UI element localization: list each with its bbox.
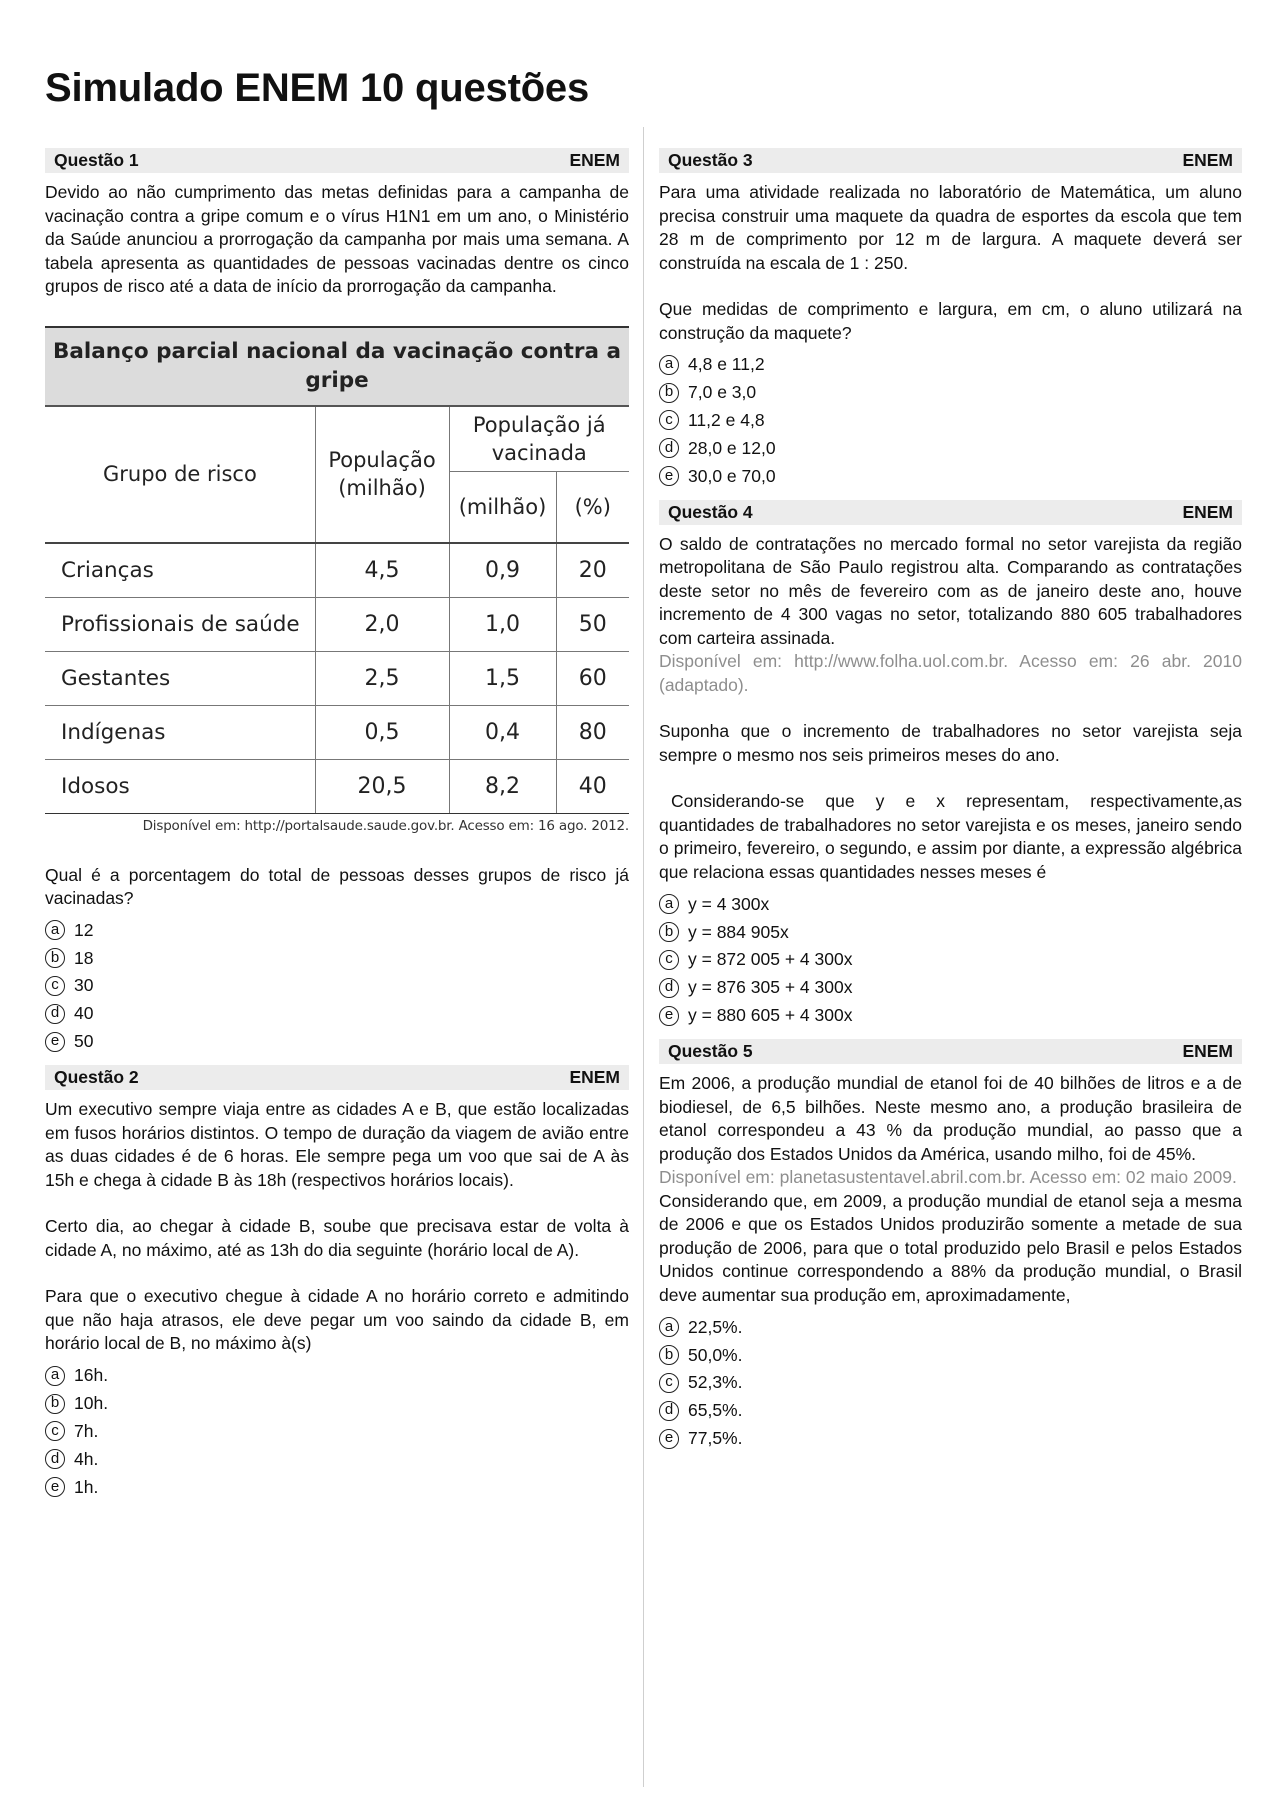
option-text: 30 — [74, 975, 94, 996]
table-row — [45, 705, 629, 759]
question-text: Um executivo sempre viaja entre as cidades A e B, que estão localizadas em fusos horários distintos. O tempo de duração da viagem de avião entre as duas cidades é de 6 horas. Ele sempre pega um voo que sai de A às 15h e chega à cidade B às 18h (respectivos horários locais). — [45, 1099, 629, 1190]
cell-population: 0,5 — [315, 705, 449, 759]
option-text: y = 4 300x — [688, 893, 770, 914]
option-letter-b: b — [659, 1345, 679, 1365]
question-1 — [45, 148, 629, 1055]
cell-population: 2,5 — [315, 651, 449, 705]
option-b[interactable] — [659, 379, 1242, 407]
cell-vaccinated: 0,4 — [449, 705, 556, 759]
option-text: 12 — [74, 919, 94, 940]
question-2 — [45, 1065, 629, 1500]
question-prompt: Considerando-se que y e x representam, respectivamente,as quantidades de trabalhadores no setor varejista e os meses, janeiro sendo o primeiro, fevereiro, o segundo, e assim por diante, a expressão algébrica que relaciona essas quantidades nesses meses é — [659, 791, 1242, 882]
option-letter-d: d — [659, 438, 679, 458]
option-d[interactable] — [45, 1000, 629, 1028]
question-header — [659, 1039, 1242, 1064]
header-group: Grupo de risco — [45, 406, 315, 543]
question-label: Questão 5 — [668, 1041, 753, 1062]
option-text: 65,5%. — [688, 1400, 743, 1421]
header-vaccinated: População já vacinada — [449, 406, 629, 472]
right-column — [659, 148, 1242, 1452]
vaccination-table-figure — [45, 326, 629, 834]
cell-population: 20,5 — [315, 759, 449, 813]
option-text: 10h. — [74, 1393, 109, 1414]
option-d[interactable] — [659, 434, 1242, 462]
option-text: y = 884 905x — [688, 921, 789, 942]
option-a[interactable] — [45, 917, 629, 945]
option-letter-c: c — [45, 976, 65, 996]
vaccination-table — [45, 326, 629, 814]
option-text: y = 876 305 + 4 300x — [688, 977, 853, 998]
question-text: O saldo de contratações no mercado formal no setor varejista da região metropolitana de São Paulo registrou alta. Comparando as contratações deste setor no mês de fevereiro com as de janeiro deste ano, houve incremento de 4 300 vagas no setor, totalizando 880 605 trabalhadores com carteira assinada. — [659, 533, 1242, 648]
cell-percent: 60 — [556, 651, 629, 705]
option-letter-c: c — [659, 410, 679, 430]
cell-percent: 20 — [556, 543, 629, 598]
citation: Disponível em: http://www.folha.uol.com.br. Acesso em: 26 abr. 2010 (adaptado). — [659, 651, 1242, 695]
left-column — [45, 148, 629, 1501]
option-letter-d: d — [45, 1449, 65, 1469]
option-d[interactable] — [659, 974, 1242, 1002]
column-divider — [643, 127, 644, 1787]
cell-vaccinated: 8,2 — [449, 759, 556, 813]
option-letter-d: d — [659, 978, 679, 998]
question-prompt: Que medidas de comprimento e largura, em cm, o aluno utilizará na construção da maquete? — [659, 299, 1242, 343]
answer-options — [45, 917, 629, 1056]
option-b[interactable] — [659, 1341, 1242, 1369]
page-title: Simulado ENEM 10 questões — [45, 66, 590, 110]
cell-percent: 40 — [556, 759, 629, 813]
option-text: 7h. — [74, 1420, 99, 1441]
answer-options — [659, 1313, 1242, 1452]
question-label: Questão 4 — [668, 501, 753, 522]
option-text: 50 — [74, 1031, 94, 1052]
option-text: 30,0 e 70,0 — [688, 465, 776, 486]
answer-options — [659, 890, 1242, 1029]
cell-group: Crianças — [45, 543, 315, 598]
cell-vaccinated: 0,9 — [449, 543, 556, 598]
option-c[interactable] — [659, 946, 1242, 974]
option-a[interactable] — [659, 1313, 1242, 1341]
question-header — [45, 148, 629, 173]
answer-options — [659, 351, 1242, 490]
question-text: Devido ao não cumprimento das metas definidas para a campanha de vacinação contra a gripe comum e o vírus H1N1 em um ano, o Ministério da Saúde anunciou a prorrogação da campanha por mais uma semana. A tabela apresenta as quantidades de pessoas vacinadas dentre os cinco grupos de risco até a data de início da prorrogação da campanha. — [45, 182, 629, 296]
cell-population: 2,0 — [315, 597, 449, 651]
question-text: Em 2006, a produção mundial de etanol foi de 40 bilhões de litros e a de biodiesel, de 6,5 bilhões. Neste mesmo ano, a produção brasileira de etanol correspondeu a 43 % da produção mundial, ao passo que a produção dos Estados Unidos da América, usando milho, foi de 45%. — [659, 1073, 1242, 1164]
table-row — [45, 543, 629, 598]
question-4 — [659, 500, 1242, 1029]
question-header — [659, 500, 1242, 525]
question-header — [659, 148, 1242, 173]
option-c[interactable] — [45, 1418, 629, 1446]
option-letter-a: a — [659, 894, 679, 914]
answer-options — [45, 1362, 629, 1501]
citation: Disponível em: planetasustentavel.abril.com.br. Acesso em: 02 maio 2009. — [659, 1167, 1237, 1188]
option-letter-e: e — [659, 1006, 679, 1026]
option-e[interactable] — [45, 1028, 629, 1056]
cell-vaccinated: 1,5 — [449, 651, 556, 705]
question-5 — [659, 1039, 1242, 1452]
option-e[interactable] — [659, 462, 1242, 490]
option-letter-b: b — [659, 383, 679, 403]
option-c[interactable] — [659, 1369, 1242, 1397]
option-b[interactable] — [659, 918, 1242, 946]
question-source: ENEM — [1182, 501, 1233, 522]
option-letter-c: c — [45, 1421, 65, 1441]
option-e[interactable] — [659, 1425, 1242, 1453]
cell-group: Gestantes — [45, 651, 315, 705]
header-population: População (milhão) — [315, 406, 449, 543]
table-caption: Balanço parcial nacional da vacinação contra a gripe — [45, 327, 629, 406]
option-letter-a: a — [45, 920, 65, 940]
option-letter-a: a — [659, 355, 679, 375]
option-text: 7,0 e 3,0 — [688, 382, 757, 403]
option-text: y = 880 605 + 4 300x — [688, 1005, 853, 1026]
cell-population: 4,5 — [315, 543, 449, 598]
question-prompt: Qual é a porcentagem do total de pessoas desses grupos de risco já vacinadas? — [45, 864, 629, 908]
option-text: 4h. — [74, 1448, 99, 1469]
option-letter-b: b — [45, 948, 65, 968]
question-source: ENEM — [569, 1067, 620, 1088]
cell-percent: 50 — [556, 597, 629, 651]
option-d[interactable] — [45, 1445, 629, 1473]
option-a[interactable] — [659, 890, 1242, 918]
header-vaccinated-percent: (%) — [556, 471, 629, 543]
question-source: ENEM — [1182, 150, 1233, 170]
option-text: 52,3%. — [688, 1372, 743, 1393]
cell-group: Profissionais de saúde — [45, 597, 315, 651]
table-row — [45, 597, 629, 651]
question-text: Suponha que o incremento de trabalhadores no setor varejista seja sempre o mesmo nos seis primeiros meses do ano. — [659, 721, 1242, 765]
option-text: 22,5%. — [688, 1316, 743, 1337]
question-prompt: Para que o executivo chegue à cidade A no horário correto e admitindo que não haja atrasos, ele deve pegar um voo saindo da cidade B, em horário local de B, no máximo à(s) — [45, 1286, 629, 1354]
option-c[interactable] — [45, 972, 629, 1000]
cell-vaccinated: 1,0 — [449, 597, 556, 651]
option-text: 50,0%. — [688, 1344, 743, 1365]
option-letter-a: a — [659, 1317, 679, 1337]
option-b[interactable] — [45, 944, 629, 972]
option-letter-c: c — [659, 1373, 679, 1393]
question-prompt: Considerando que, em 2009, a produção mundial de etanol seja a mesma de 2006 e que os Estados Unidos produzirão somente a metade de sua produção de 2006, para que o total produzido pelo Brasil e pelos Estados Unidos continue correspondendo a 88% da produção mundial, o Brasil deve aumentar sua produção em, aproximadamente, — [659, 1190, 1242, 1305]
cell-group: Idosos — [45, 759, 315, 813]
option-e[interactable] — [659, 1002, 1242, 1030]
option-letter-a: a — [45, 1366, 65, 1386]
question-3 — [659, 148, 1242, 490]
question-label: Questão 1 — [54, 150, 139, 170]
option-a[interactable] — [45, 1362, 629, 1390]
option-text: 11,2 e 4,8 — [688, 409, 765, 430]
option-letter-e: e — [45, 1477, 65, 1497]
option-letter-d: d — [45, 1004, 65, 1024]
option-c[interactable] — [659, 407, 1242, 435]
option-a[interactable] — [659, 351, 1242, 379]
option-text: y = 872 005 + 4 300x — [688, 949, 853, 970]
table-source: Disponível em: http://portalsaude.saude.gov.br. Acesso em: 16 ago. 2012. — [142, 817, 629, 834]
question-label: Questão 3 — [668, 150, 753, 170]
option-text: 16h. — [74, 1365, 109, 1386]
option-letter-b: b — [659, 922, 679, 942]
option-text: 18 — [74, 947, 94, 968]
cell-group: Indígenas — [45, 705, 315, 759]
option-letter-e: e — [659, 1429, 679, 1449]
option-text: 77,5%. — [688, 1428, 743, 1449]
option-letter-b: b — [45, 1394, 65, 1414]
table-row — [45, 651, 629, 705]
question-text: Certo dia, ao chegar à cidade B, soube que precisava estar de volta à cidade A, no máximo, até as 13h do dia seguinte (horário local de A). — [45, 1216, 629, 1260]
option-d[interactable] — [659, 1397, 1242, 1425]
question-source: ENEM — [569, 150, 620, 170]
question-header — [45, 1065, 629, 1090]
option-text: 1h. — [74, 1476, 99, 1497]
question-label: Questão 2 — [54, 1067, 139, 1088]
option-letter-d: d — [659, 1401, 679, 1421]
cell-percent: 80 — [556, 705, 629, 759]
option-b[interactable] — [45, 1390, 629, 1418]
question-source: ENEM — [1182, 1041, 1233, 1062]
option-letter-c: c — [659, 950, 679, 970]
option-text: 4,8 e 11,2 — [688, 354, 765, 375]
option-letter-e: e — [45, 1032, 65, 1052]
option-letter-e: e — [659, 466, 679, 486]
option-text: 40 — [74, 1003, 94, 1024]
question-text: Para uma atividade realizada no laboratório de Matemática, um aluno precisa construir uma maquete da quadra de esportes da escola que tem 28 m de comprimento por 12 m de largura. A maquete deverá ser construída na escala de 1 : 250. — [659, 182, 1242, 273]
option-text: 28,0 e 12,0 — [688, 437, 776, 458]
option-e[interactable] — [45, 1473, 629, 1501]
table-row — [45, 759, 629, 813]
header-vaccinated-millions: (milhão) — [449, 471, 556, 543]
